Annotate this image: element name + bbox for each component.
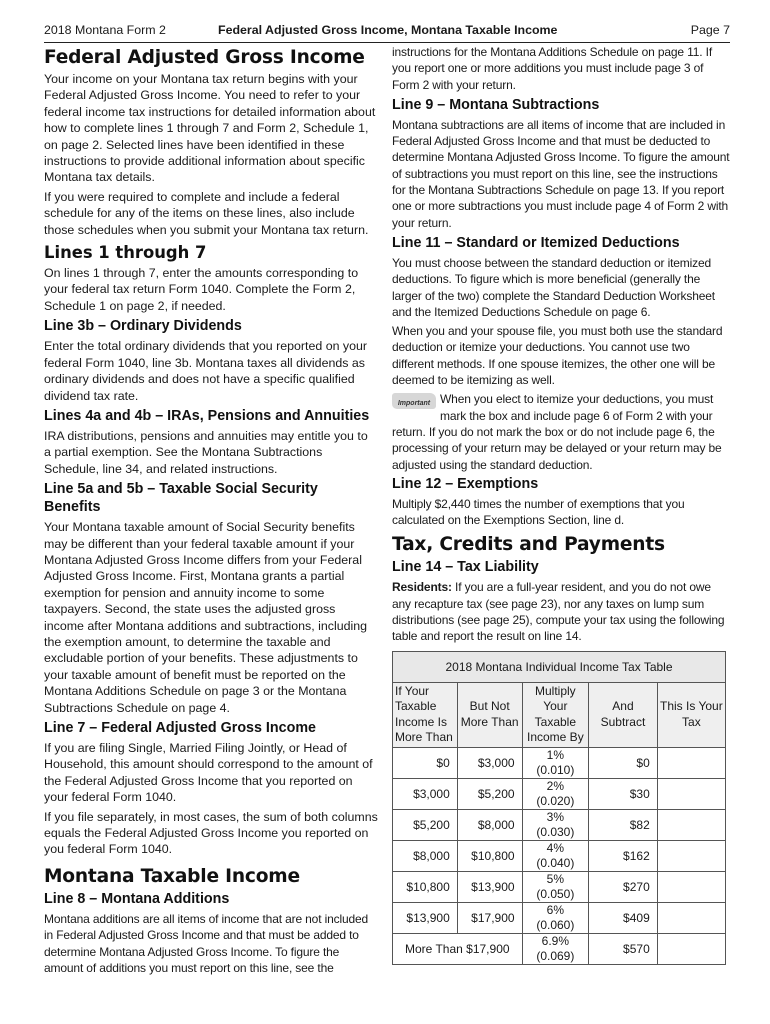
line-11-paragraph-1: You must choose between the standard deduction or itemized deductions. To figure which is more beneficial (generally the larger of the two) complete the Standard Deduction Worksheet and the Itemized Deductions Schedule on page 6. bbox=[392, 255, 715, 319]
cell-over: $13,900 bbox=[393, 902, 458, 933]
table-row bbox=[393, 871, 726, 902]
rate-decimal: (0.050) bbox=[536, 886, 575, 901]
rate-decimal: (0.069) bbox=[536, 948, 575, 963]
important-note bbox=[392, 391, 730, 472]
cell-your-tax[interactable] bbox=[657, 778, 725, 809]
tax-table-title: 2018 Montana Individual Income Tax Table bbox=[393, 651, 726, 682]
tax-table bbox=[392, 651, 726, 965]
line-8-heading: Line 8 – Montana Additions bbox=[44, 890, 230, 907]
cell-subtract: $162 bbox=[589, 840, 658, 871]
col-header-over: If Your Taxable Income Is More Than bbox=[393, 682, 458, 747]
cell-over: $8,000 bbox=[393, 840, 458, 871]
col-header-not-over: But Not More Than bbox=[457, 682, 522, 747]
col-header-tax: This Is Your Tax bbox=[657, 682, 725, 747]
rate-decimal: (0.020) bbox=[536, 793, 575, 808]
line-4-heading: Lines 4a and 4b – IRAs, Pensions and Annuities bbox=[44, 407, 370, 424]
col-header-multiply: Multiply Your Taxable Income By bbox=[522, 682, 589, 747]
cell-not-over: $10,800 bbox=[457, 840, 522, 871]
cell-your-tax[interactable] bbox=[657, 902, 725, 933]
lines-1-7-heading: Lines 1 through 7 bbox=[44, 243, 207, 263]
line-5-heading: Line 5a and 5b – Taxable Social Security Benefits bbox=[44, 481, 318, 516]
table-row bbox=[393, 747, 726, 778]
line-7-heading: Line 7 – Federal Adjusted Gross Income bbox=[44, 720, 316, 736]
line-12-paragraph: Multiply $2,440 times the number of exemptions that you calculated on the Exemptions Section, line d. bbox=[392, 496, 685, 528]
fagi-paragraph-2: If you were required to complete and include a federal schedule for any of the items on these lines, also include those schedules when you submit your Montana tax return. bbox=[44, 189, 369, 237]
form-name: 2018 Montana Form 2 bbox=[44, 23, 166, 37]
rate-pct: 6.9% bbox=[541, 933, 570, 948]
cell-rate bbox=[522, 840, 589, 871]
line-14-heading: Line 14 – Tax Liability bbox=[392, 559, 539, 576]
left-column bbox=[44, 44, 378, 979]
cell-rate bbox=[522, 747, 589, 778]
line-14-text: If you are a full-year resident, and you do not owe any recapture tax (see page 23), nor any taxes on lump sum distributions (see page 25), compute your tax using the following table and report the result on line 14. bbox=[392, 580, 725, 644]
line-3b-paragraph: Enter the total ordinary dividends that you reported on your federal Form 1040, line 3b. Montana taxes all dividends as ordinary dividends and does not have a specific qualified dividend tax rate. bbox=[44, 339, 368, 403]
table-row bbox=[393, 933, 726, 964]
montana-important-icon bbox=[392, 393, 436, 409]
rate-pct: 6% bbox=[546, 902, 565, 917]
cell-not-over: $8,000 bbox=[457, 809, 522, 840]
table-row bbox=[393, 778, 726, 809]
cell-subtract: $0 bbox=[589, 747, 658, 778]
cell-over: $5,200 bbox=[393, 809, 458, 840]
tax-table-header-row bbox=[393, 682, 726, 747]
rate-pct: 2% bbox=[546, 778, 565, 793]
cell-rate bbox=[522, 871, 589, 902]
line-7-paragraph-2: If you file separately, in most cases, the sum of both columns equals the Federal Adjusted Gross Income you reported on you federal Form 1040. bbox=[44, 809, 378, 857]
important-paragraph: When you elect to itemize your deductions, you must mark the box and include page 6 of Form 2 with your return. If you do not mark the box or do not include page 6, the processing of your return may be delayed or your return may be adjusted using the standard deduction. bbox=[392, 392, 722, 472]
cell-range: More Than $17,900 bbox=[393, 933, 523, 964]
line-8-continued: instructions for the Montana Additions Schedule on page 11. If you report one or more additions you must include page 3 of Form 2 with your return. bbox=[392, 45, 713, 92]
rate-decimal: (0.010) bbox=[536, 762, 575, 777]
cell-rate bbox=[522, 933, 589, 964]
residents-label: Residents: bbox=[392, 580, 452, 595]
rate-pct: 3% bbox=[546, 809, 565, 824]
line-14-paragraph bbox=[392, 579, 730, 644]
line-12-heading: Line 12 – Exemptions bbox=[392, 475, 539, 492]
cell-subtract: $570 bbox=[589, 933, 658, 964]
rate-decimal: (0.060) bbox=[536, 917, 575, 932]
mti-heading: Montana Taxable Income bbox=[44, 865, 300, 887]
line-7-paragraph-1: If you are filing Single, Married Filing Jointly, or Head of Household, this amount should correspond to the amount of the Federal Adjusted Gross Income that you reported on your federal Form 1040. bbox=[44, 741, 373, 805]
rate-pct: 1% bbox=[546, 747, 565, 762]
cell-your-tax[interactable] bbox=[657, 933, 725, 964]
header-title: Federal Adjusted Gross Income, Montana Taxable Income bbox=[218, 23, 558, 37]
rate-decimal: (0.040) bbox=[536, 855, 575, 870]
cell-over: $0 bbox=[393, 747, 458, 778]
line-8-paragraph: Montana additions are all items of income that are not included in Federal Adjusted Gross Income and that must be added to determine Montana Adjusted Gross Income. To figure the amount of additions you must report on this line, see the bbox=[44, 911, 369, 976]
table-row bbox=[393, 902, 726, 933]
page-number: Page 7 bbox=[690, 23, 730, 37]
table-row bbox=[393, 840, 726, 871]
line-3b-heading: Line 3b – Ordinary Dividends bbox=[44, 318, 242, 335]
line-9-heading: Line 9 – Montana Subtractions bbox=[392, 96, 600, 113]
cell-subtract: $30 bbox=[589, 778, 658, 809]
cell-rate bbox=[522, 809, 589, 840]
fagi-paragraph-1: Your income on your Montana tax return begins with your Federal Adjusted Gross Income. You need to refer to your federal income tax instructions for detailed information about how to complete lines 1 through 7 and Form 2, Schedule 1, on page 2. Selected lines have been identified in these instructions to provide additional information about specific Montana tax details. bbox=[44, 72, 376, 185]
fagi-heading: Federal Adjusted Gross Income bbox=[44, 47, 365, 68]
cell-not-over: $13,900 bbox=[457, 871, 522, 902]
rate-decimal: (0.030) bbox=[536, 824, 575, 839]
cell-subtract: $82 bbox=[589, 809, 658, 840]
page-header bbox=[44, 22, 730, 43]
cell-rate bbox=[522, 778, 589, 809]
cell-your-tax[interactable] bbox=[657, 840, 725, 871]
line-11-heading: Line 11 – Standard or Itemized Deductions bbox=[392, 234, 680, 251]
line-5-paragraph: Your Montana taxable amount of Social Security benefits may be different than your federal taxable amount if your Montana Adjusted Gross Income differs from your Federal Adjusted Gross Income. First, Montana grants a partial exemption for pension and annuity income to some taxpayers. Second, the state uses the adjusted gross income after Montana additions and subtractions, including the exemption amount, to determine the taxable and excludable portion of your benefits. These adjustments to your taxable amount of benefit must be reported on the Montana Additions Schedule on page 3 or the Montana Subtractions Schedule on page 4. bbox=[44, 520, 368, 715]
col-header-subtract: And Subtract bbox=[589, 682, 658, 747]
tcp-heading: Tax, Credits and Payments bbox=[392, 534, 665, 556]
line-11-paragraph-2: When you and your spouse file, you must both use the standard deduction or itemize your deductions. You cannot use two different methods. If one spouse itemizes, the other one will be deemed to be itemizing as well. bbox=[392, 324, 723, 388]
cell-rate bbox=[522, 902, 589, 933]
cell-over: $3,000 bbox=[393, 778, 458, 809]
cell-not-over: $17,900 bbox=[457, 902, 522, 933]
cell-not-over: $3,000 bbox=[457, 747, 522, 778]
rate-pct: 5% bbox=[546, 871, 565, 886]
cell-your-tax[interactable] bbox=[657, 871, 725, 902]
cell-not-over: $5,200 bbox=[457, 778, 522, 809]
line-9-paragraph: Montana subtractions are all items of income that are included in Federal Adjusted Gross Income and that must be deducted to determine Montana Adjusted Gross Income. To figure the amount of subtractions you must report on this line, see the instructions for the Montana Subtractions Schedule on page 13. If you report one or more subtractions you must include page 4 of Form 2 with your return. bbox=[392, 117, 730, 230]
cell-your-tax[interactable] bbox=[657, 809, 725, 840]
cell-subtract: $409 bbox=[589, 902, 658, 933]
table-row bbox=[393, 809, 726, 840]
important-label: Important bbox=[397, 400, 431, 408]
cell-your-tax[interactable] bbox=[657, 747, 725, 778]
rate-pct: 4% bbox=[546, 840, 565, 855]
right-column bbox=[392, 44, 730, 965]
lines-1-7-paragraph: On lines 1 through 7, enter the amounts corresponding to your federal tax return Form 1040. Complete the Form 2, Schedule 1 on page 2, if needed. bbox=[44, 266, 359, 313]
cell-over: $10,800 bbox=[393, 871, 458, 902]
cell-subtract: $270 bbox=[589, 871, 658, 902]
line-4-paragraph: IRA distributions, pensions and annuities may entitle you to a partial exemption. See the Montana Subtractions Schedule, line 34, and related instructions. bbox=[44, 428, 368, 476]
